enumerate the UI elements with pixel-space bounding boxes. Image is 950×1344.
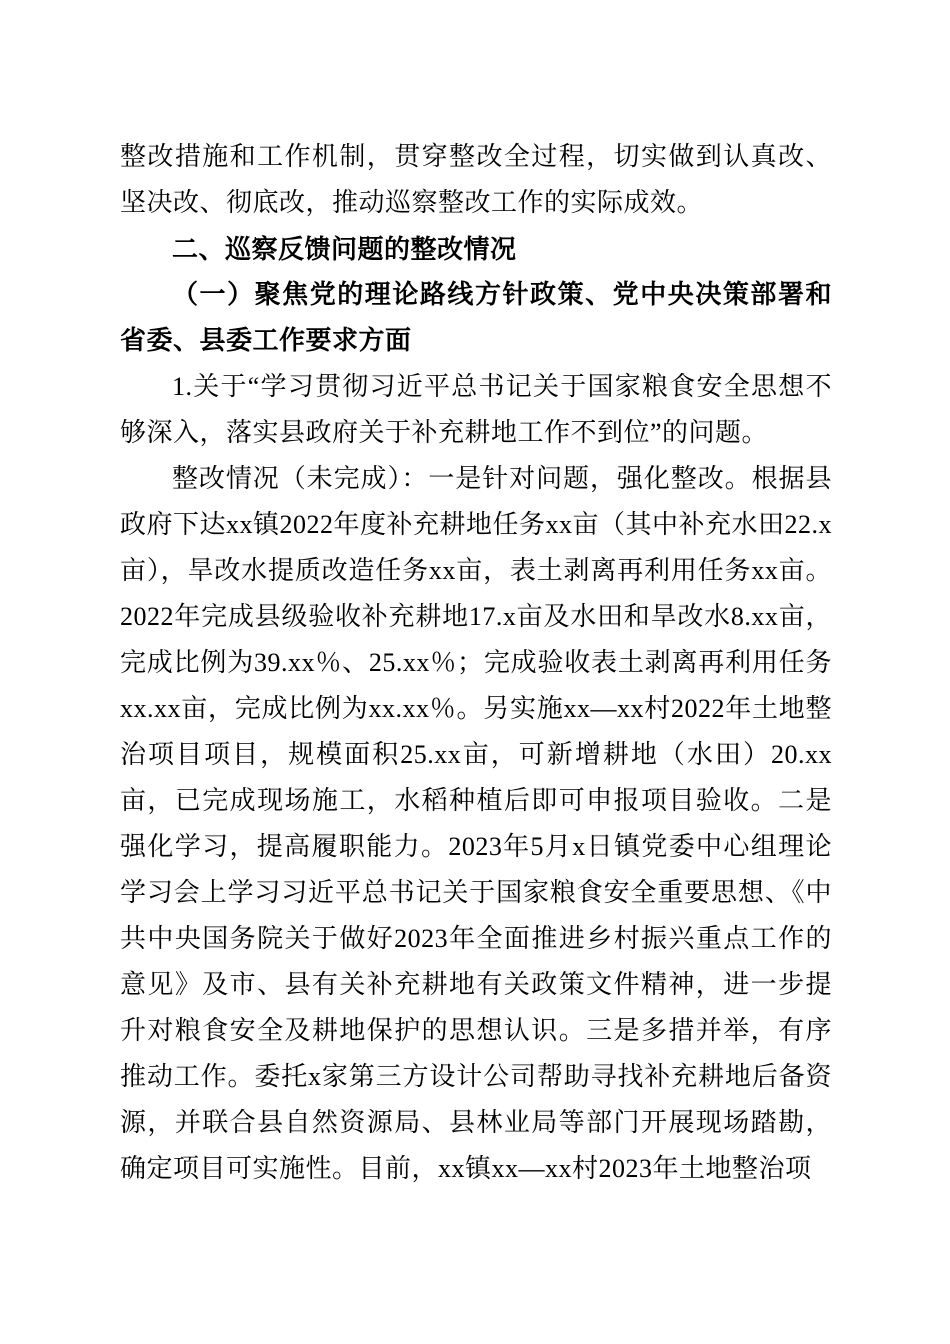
paragraph-rectification-status: 整改情况（未完成）：一是针对问题，强化整改。根据县政府下达xx镇2022年度补充耕地任务xx亩（其中补充水田22.x亩），旱改水提质改造任务xx亩，表土剥离再利用任务xx亩。2022年完成县级验收补充耕地17.x亩及水田和旱改水8.xx亩，完成比例为39.xx％、25.xx％；完成验收表土剥离再利用任务xx.xx亩，完成比例为xx.xx％。另实施xx—xx村2022年土地整治项目项目，规模面积25.xx亩，可新增耕地（水田）20.xx亩，已完成现场施工，水稻种植后即可申报项目验收。二是强化学习，提高履职能力。2023年5月x日镇党委中心组理论学习会上学习习近平总书记关于国家粮食安全重要思想、《中共中央国务院关于做好2023年全面推进乡村振兴重点工作的意见》及市、县有关补充耕地有关政策文件精神，进一步提升对粮食安全及耕地保护的思想认识。三是多措并举，有序推动工作。委托x家第三方设计公司帮助寻找补充耕地后备资源，并联合县自然资源局、县林业局等部门开展现场踏勘，确定项目可实施性。目前，xx镇xx—xx村2023年土地整治项: [120, 464, 833, 1183]
subsection-heading: （一）聚焦党的理论路线方针政策、党中央决策部署和省委、县委工作要求方面: [120, 280, 832, 355]
paragraph-continuation: 整改措施和工作机制，贯穿整改全过程，切实做到认真改、坚决改、彻底改，推动巡察整改工作的实际成效。: [120, 142, 832, 217]
section-heading: 二、巡察反馈问题的整改情况: [172, 234, 517, 264]
paragraph-issue-title: 1.关于“学习贯彻习近平总书记关于国家粮食安全思想不够深入，落实县政府关于补充耕地工作不到位”的问题。: [120, 372, 832, 447]
document-body: [120, 134, 832, 1192]
